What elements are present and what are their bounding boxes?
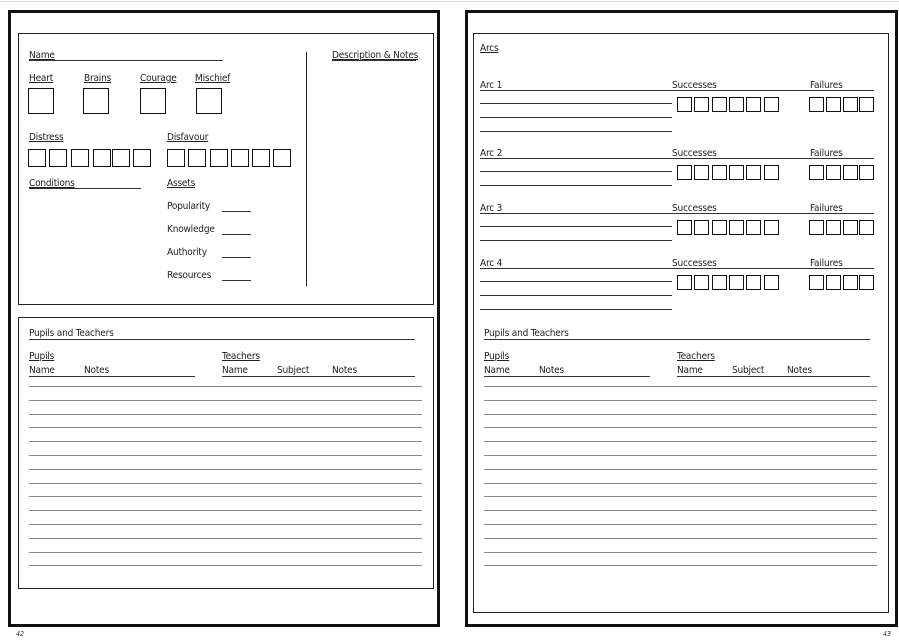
ruled-line[interactable] [484,510,877,511]
ruled-line[interactable] [29,483,422,484]
arc-note-line[interactable] [480,131,672,132]
ruled-line[interactable] [484,524,877,525]
disfavour-box[interactable] [231,149,249,167]
arc-failure-box[interactable] [826,97,841,112]
arc-success-box[interactable] [712,220,727,235]
arc-note-line[interactable] [480,240,672,241]
ruled-line[interactable] [29,386,422,387]
ruled-line[interactable] [29,524,422,525]
left-teachers-name-col: Name [222,365,248,376]
distress-box[interactable] [28,149,46,167]
top-rule [0,1,899,2]
ruled-line[interactable] [29,565,422,566]
right-inner-box [473,33,889,613]
asset-resources-line[interactable] [222,280,251,281]
arc-success-box[interactable] [764,220,779,235]
ruled-line[interactable] [29,552,422,553]
arc-failures-label: Failures [810,258,843,269]
arcs-title: Arcs [480,43,499,54]
arc-failure-box[interactable] [809,220,824,235]
arc-successes-label: Successes [672,80,717,91]
arc-label: Arc 4 [480,258,503,269]
ruled-line[interactable] [29,496,422,497]
arc-note-line[interactable] [480,281,672,282]
page-number-right: 43 [883,630,892,638]
arc-success-box[interactable] [729,220,744,235]
ruled-line[interactable] [484,565,877,566]
arc-success-box[interactable] [694,97,709,112]
disfavour-box[interactable] [167,149,185,167]
right-teachers-header-line [677,376,870,377]
arc-success-box[interactable] [712,97,727,112]
asset-knowledge-line[interactable] [222,234,251,235]
disfavour-box[interactable] [252,149,270,167]
arc-success-box[interactable] [764,97,779,112]
right-pupils-header-line [484,376,650,377]
ruled-line[interactable] [29,538,422,539]
left-relations-title: Pupils and Teachers [29,328,114,339]
stat-label-brains: Brains [84,73,112,84]
ruled-line[interactable] [29,455,422,456]
description-label: Description & Notes [332,50,419,61]
ruled-line[interactable] [484,455,877,456]
ruled-line[interactable] [484,400,877,401]
right-teachers-subject-col: Subject [732,365,765,376]
asset-popularity-line[interactable] [222,211,251,212]
left-pupils-label: Pupils [29,351,55,362]
arc-note-line[interactable] [480,171,672,172]
arc-success-box[interactable] [694,220,709,235]
ruled-line[interactable] [484,469,877,470]
ruled-line[interactable] [29,414,422,415]
arc-success-box[interactable] [729,165,744,180]
stat-label-courage: Courage [140,73,177,84]
right-relations-title: Pupils and Teachers [484,328,569,339]
arc-failure-box[interactable] [843,165,858,180]
arc-note-line[interactable] [480,309,672,310]
ruled-line[interactable] [484,483,877,484]
disfavour-label: Disfavour [167,132,209,143]
arc-failure-box[interactable] [826,165,841,180]
arc-success-box[interactable] [764,275,779,290]
stat-box-courage[interactable] [140,88,166,114]
ruled-line[interactable] [484,538,877,539]
arc-success-box[interactable] [746,97,761,112]
ruled-line[interactable] [484,496,877,497]
ruled-line[interactable] [484,386,877,387]
distress-box[interactable] [49,149,67,167]
arc-title-line[interactable] [480,90,874,91]
disfavour-box[interactable] [273,149,291,167]
ruled-line[interactable] [29,510,422,511]
arc-failure-box[interactable] [809,165,824,180]
arc-failure-box[interactable] [859,165,874,180]
asset-knowledge-label: Knowledge [167,224,215,235]
arc-label: Arc 1 [480,80,503,91]
arc-success-box[interactable] [729,275,744,290]
arc-label: Arc 2 [480,148,503,159]
distress-label: Distress [29,132,64,143]
ruled-line[interactable] [29,441,422,442]
arc-success-box[interactable] [677,275,692,290]
right-relations-title-line [484,339,870,340]
arc-failure-box[interactable] [809,275,824,290]
assets-label: Assets [167,178,196,189]
arc-title-line[interactable] [480,213,874,214]
arc-failure-box[interactable] [826,275,841,290]
right-pupils-label: Pupils [484,351,510,362]
arc-success-box[interactable] [677,220,692,235]
page-number-left: 42 [16,630,25,638]
arc-success-box[interactable] [746,165,761,180]
left-teachers-label: Teachers [222,351,260,362]
arc-failure-box[interactable] [826,220,841,235]
arc-failure-box[interactable] [843,275,858,290]
arc-failure-box[interactable] [809,97,824,112]
arc-failures-label: Failures [810,80,843,91]
arc-success-box[interactable] [712,275,727,290]
name-label: Name [29,50,55,61]
description-underline [332,60,416,61]
arc-failure-box[interactable] [843,220,858,235]
arc-success-box[interactable] [694,165,709,180]
arc-success-box[interactable] [764,165,779,180]
arc-successes-label: Successes [672,148,717,159]
arc-failures-label: Failures [810,148,843,159]
asset-authority-label: Authority [167,247,207,258]
arc-note-line[interactable] [480,295,672,296]
stat-label-heart: Heart [29,73,54,84]
arc-successes-label: Successes [672,203,717,214]
arc-success-box[interactable] [729,97,744,112]
left-teachers-header-line [222,376,415,377]
right-teachers-name-col: Name [677,365,703,376]
ruled-line[interactable] [484,427,877,428]
left-pupils-name-col: Name [29,365,55,376]
arc-note-line[interactable] [480,117,672,118]
right-teachers-notes-col: Notes [787,365,812,376]
disfavour-box[interactable] [188,149,206,167]
left-teachers-subject-col: Subject [277,365,310,376]
arc-note-line[interactable] [480,103,672,104]
arc-failure-box[interactable] [859,220,874,235]
conditions-label: Conditions [29,178,75,189]
arc-failure-box[interactable] [843,97,858,112]
arc-note-line[interactable] [480,185,672,186]
arc-title-line[interactable] [480,268,874,269]
distress-box[interactable] [93,149,111,167]
distress-box[interactable] [112,149,130,167]
right-pupils-notes-col: Notes [539,365,564,376]
asset-authority-line[interactable] [222,257,251,258]
arc-note-line[interactable] [480,226,672,227]
ruled-line[interactable] [484,552,877,553]
arc-success-box[interactable] [677,165,692,180]
arc-success-box[interactable] [677,97,692,112]
disfavour-box[interactable] [210,149,228,167]
arc-successes-label: Successes [672,258,717,269]
column-divider [306,52,307,286]
stat-box-mischief[interactable] [196,88,222,114]
stat-box-brains[interactable] [83,88,109,114]
name-field-line[interactable] [29,60,223,61]
asset-popularity-label: Popularity [167,201,211,212]
left-relations-title-line [29,339,415,340]
distress-box[interactable] [71,149,89,167]
right-pupils-name-col: Name [484,365,510,376]
distress-box[interactable] [133,149,151,167]
arc-failure-box[interactable] [859,97,874,112]
ruled-line[interactable] [484,441,877,442]
conditions-underline [29,188,141,189]
ruled-line[interactable] [29,400,422,401]
arc-success-box[interactable] [694,275,709,290]
right-teachers-label: Teachers [677,351,715,362]
left-teachers-notes-col: Notes [332,365,357,376]
asset-resources-label: Resources [167,270,212,281]
stat-label-mischief: Mischief [195,73,231,84]
left-pupils-header-line [29,376,195,377]
stat-box-heart[interactable] [28,88,54,114]
arc-failures-label: Failures [810,203,843,214]
arc-success-box[interactable] [746,220,761,235]
arc-label: Arc 3 [480,203,503,214]
arc-title-line[interactable] [480,158,874,159]
ruled-line[interactable] [484,414,877,415]
arc-failure-box[interactable] [859,275,874,290]
left-pupils-notes-col: Notes [84,365,109,376]
ruled-line[interactable] [29,427,422,428]
arc-success-box[interactable] [746,275,761,290]
arc-success-box[interactable] [712,165,727,180]
ruled-line[interactable] [29,469,422,470]
